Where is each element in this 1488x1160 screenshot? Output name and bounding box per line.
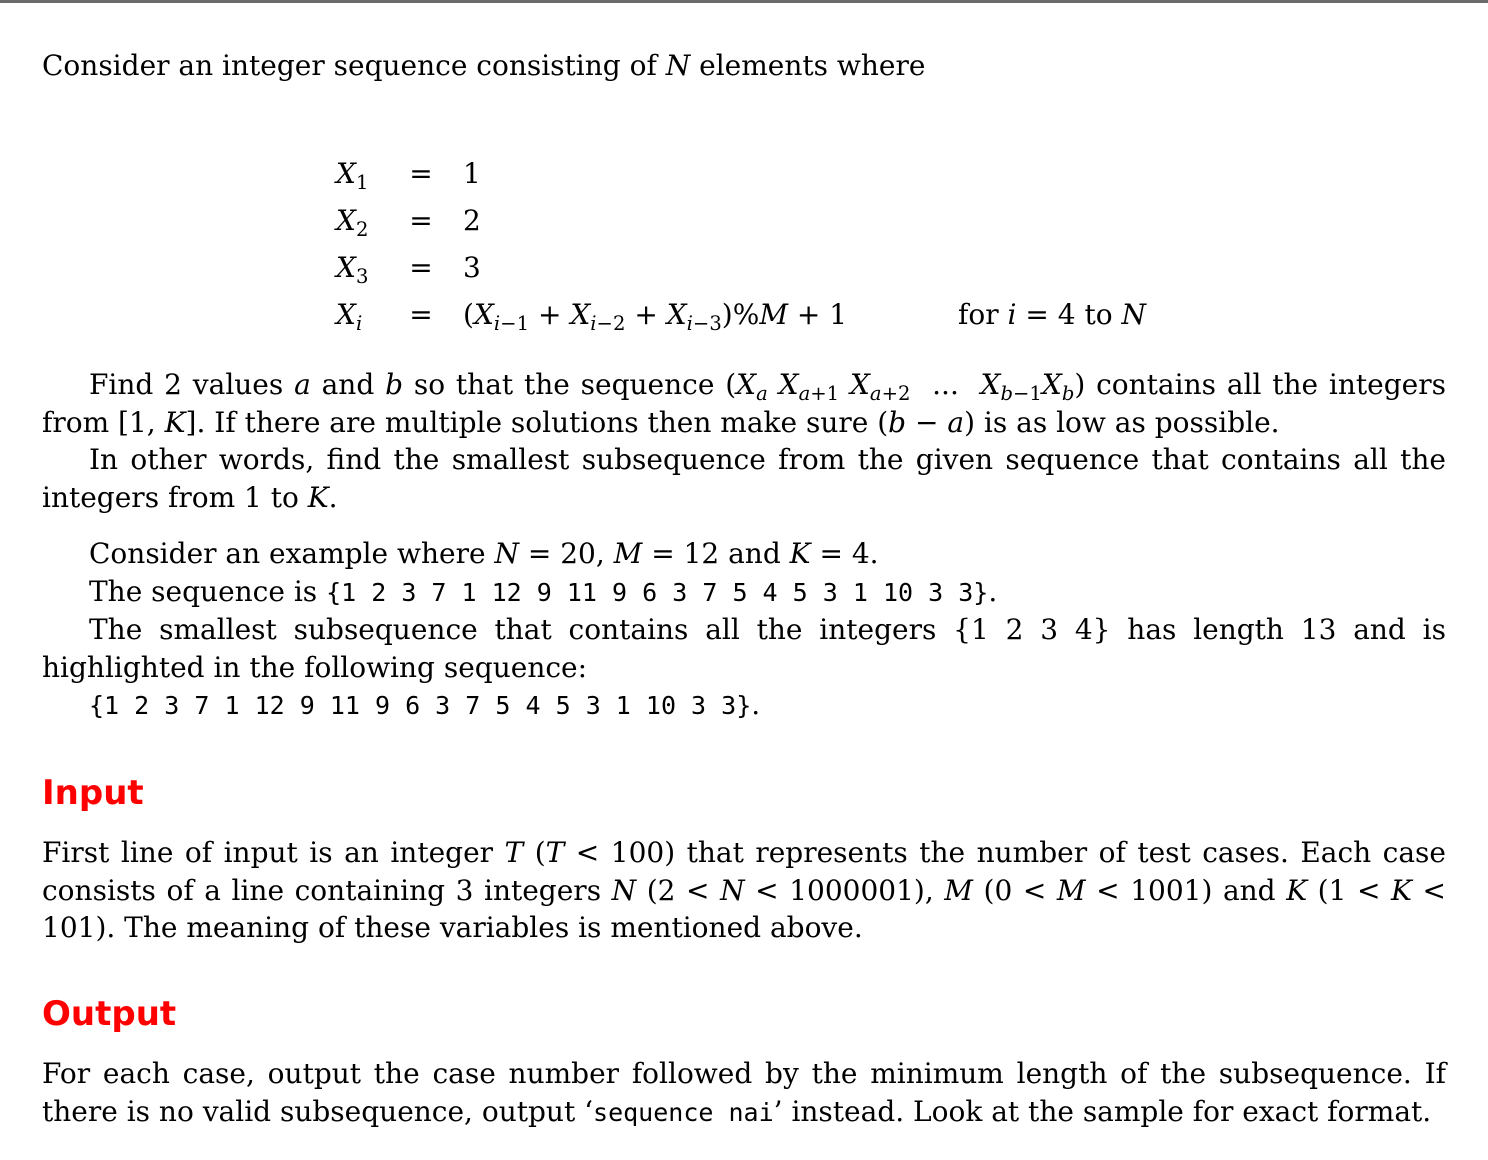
- input-heading: Input: [42, 773, 144, 813]
- output-paragraph: For each case, output the case number followed by the minimum length of the subsequence. If there is no valid subsequence, output ‘sequence nai’ instead. Look at the sample for exact format.: [42, 1057, 1446, 1128]
- sequence-values: {1 2 3 7 1 12 9 11 9 6 3 7 5 4 5 3 1 10 3 3}: [326, 577, 989, 607]
- sequence-line: The sequence is {1 2 3 7 1 12 9 11 9 6 3 7 5 4 5 3 1 10 3 3}.: [89, 574, 998, 608]
- output-heading: Output: [42, 994, 177, 1034]
- output-code: sequence nai: [593, 1097, 774, 1127]
- intro-text: Consider an integer sequence consisting of N elements where: [42, 49, 926, 82]
- equation-1-equals: =: [409, 157, 433, 190]
- sequence-repeat-values: {1 2 3 7 1 12 9 11 9 6 3 7 5 4 5 3 1 10 3 3}: [89, 691, 752, 720]
- equation-3-lhs: $X_3$: [336, 251, 369, 288]
- equation-4-condition: for i = 4 to N: [958, 298, 1146, 331]
- equation-4-lhs: $X_i$: [336, 298, 363, 335]
- subsequence-text: The smallest subsequence that contains all the integers {1 2 3 4} has length 13 and is highlighted in the following sequence:: [42, 613, 1446, 684]
- equation-3-rhs: 3: [463, 251, 481, 284]
- equation-2-equals: =: [409, 204, 433, 237]
- find-paragraph: Find 2 values a and b so that the sequence ($X_a$ $X_{a+1}$ $X_{a+2}$ ... $X_{b-1}X_b$) contains all the integers from [1, K]. If there are multiple solutions then make sure (b − a) is as low as possible.: [42, 368, 1446, 439]
- equation-2-rhs: 2: [463, 204, 481, 237]
- equation-1-rhs: 1: [463, 157, 481, 190]
- equation-1-lhs: $X_1$: [336, 157, 369, 194]
- equation-4-equals: =: [409, 298, 433, 331]
- equation-4-rhs: $(X_{i-1} + X_{i-2} + X_{i-3})\%M + 1$: [463, 298, 848, 335]
- equation-2-lhs: $X_2$: [336, 204, 369, 241]
- other-words-paragraph: In other words, find the smallest subsequence from the given sequence that contains all the integers from 1 to K.: [42, 443, 1446, 514]
- example-block: [42, 535, 1446, 725]
- example-intro: Consider an example where N = 20, M = 12 and K = 4.: [89, 537, 879, 570]
- top-border-line: [0, 0, 1488, 3]
- input-paragraph: First line of input is an integer T (T < 100) that represents the number of test cases. Each case consists of a line containing 3 integers N (2 < N < 1000001), M (0 < M < 1001) and K (1 < K < 101). The meaning of these variables is mentioned above.: [42, 836, 1447, 944]
- sequence-repeat-line: {1 2 3 7 1 12 9 11 9 6 3 7 5 4 5 3 1 10 3 3}.: [89, 688, 761, 721]
- equation-3-equals: =: [409, 251, 433, 284]
